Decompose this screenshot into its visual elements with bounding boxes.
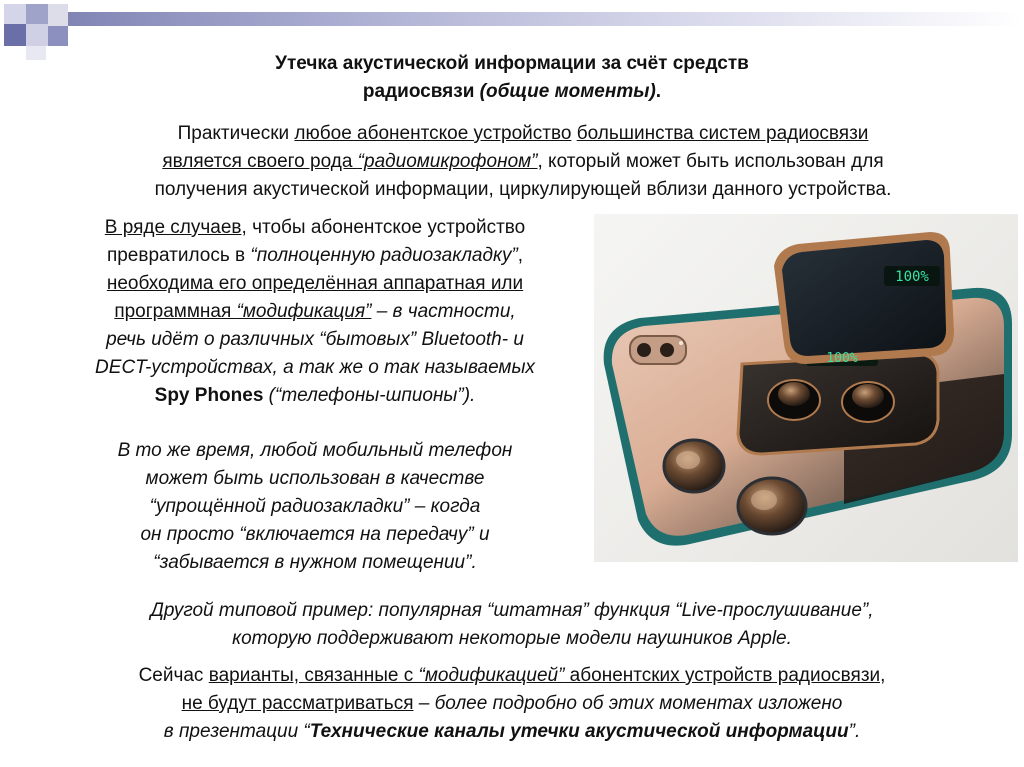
text-line: [20, 662, 1004, 690]
slide-title: [0, 50, 1024, 106]
text-line: [20, 690, 1004, 718]
text-line: [20, 382, 610, 410]
bold-italic-text: Технические каналы утечки акустической информации: [309, 721, 849, 742]
intro-line: [38, 148, 1008, 176]
text-line: В то же время, любой мобильный телефон: [117, 440, 513, 461]
text: превратилось в: [106, 245, 251, 266]
earbuds-phone-photo: [594, 214, 1018, 562]
bold-text: Spy Phones: [154, 385, 264, 406]
intro-line: получения акустической информации, циркулирующей вблизи данного устройства.: [154, 179, 892, 200]
text: , который может быть использован для: [537, 151, 884, 172]
text-line: Другой типовой пример: популярная “штатная” функция “Live-прослушивание”,: [150, 600, 874, 621]
underlined-text: необходима его определённая аппаратная или: [106, 273, 524, 294]
intro-line: [38, 120, 1008, 148]
text-line: [20, 242, 610, 270]
italic-text: “модификацией”: [418, 665, 565, 686]
text: –: [413, 693, 435, 714]
underlined-text: [209, 665, 886, 686]
text-line: [20, 326, 610, 354]
underlined-text: большинства систем радиосвязи: [576, 123, 869, 144]
italic-text: в презентации “: [163, 721, 310, 742]
header-decor-square: [26, 24, 48, 46]
italic-text: ”.: [848, 721, 861, 742]
text-line: [20, 298, 610, 326]
underlined-text: [162, 151, 537, 172]
underlined-text: не будут рассматриваться: [181, 693, 414, 714]
underlined-text: любое абонентское устройство: [294, 123, 572, 144]
text: абонентских устройств радиосвязи,: [564, 665, 886, 686]
text-line: “забывается в нужном помещении”.: [153, 552, 477, 573]
earbuds-case-lid: [774, 232, 954, 364]
text: ,: [517, 245, 524, 266]
header-decor-square: [4, 24, 26, 46]
title-italic-text: (общие моменты): [479, 81, 656, 102]
text-line: он просто “включается на передачу” и: [140, 524, 490, 545]
italic-text: (“телефоны-шпионы”).: [263, 385, 476, 406]
underlined-text: [114, 301, 371, 322]
underlined-text: В ряде случаев: [104, 217, 242, 238]
text-line: [20, 214, 610, 242]
earbud-left: [664, 440, 724, 492]
italic-text: более подробно об этих моментах изложено: [434, 693, 843, 714]
italic-text: речь идёт о различных “бытовых” Bluetooth- и: [106, 329, 524, 350]
text: Сейчас: [138, 665, 209, 686]
text: , чтобы абонентское устройство: [241, 217, 526, 238]
italic-text: “модификация”: [236, 301, 372, 322]
text-line: [20, 354, 610, 382]
text-line: [20, 718, 1004, 746]
text-line: может быть использован в качестве: [145, 468, 485, 489]
bottom-paragraph-2: [20, 662, 1004, 746]
italic-text: “радиомикрофоном”: [357, 151, 538, 172]
text-line: “упрощённой радиозакладки” – когда: [149, 496, 481, 517]
text: программная: [114, 301, 237, 322]
case-battery-display: 100%: [826, 351, 858, 366]
text: Практически: [177, 123, 295, 144]
header-gradient-bar: [28, 12, 1024, 26]
text-line: которую поддерживают некоторые модели наушников Apple.: [232, 628, 792, 649]
left-paragraph-2: [20, 437, 610, 577]
header-decor-square: [4, 4, 26, 24]
lid-battery-display: 100%: [895, 269, 929, 285]
earbud-right: [738, 478, 806, 534]
earbuds-illustration: [594, 214, 1018, 562]
italic-text: “полноценную радиозакладку”: [250, 245, 518, 266]
header-decor-square: [26, 4, 48, 24]
text: является своего рода: [162, 151, 358, 172]
bottom-paragraph-1: [20, 597, 1004, 653]
text-line: [20, 270, 610, 298]
title-text: .: [655, 81, 662, 102]
intro-paragraph: [38, 120, 1008, 204]
title-line-1: Утечка акустической информации за счёт средств: [275, 53, 749, 74]
header-decor-square: [48, 4, 68, 26]
title-text: радиосвязи: [362, 81, 480, 102]
header-decor-square: [48, 26, 68, 46]
italic-text: DECT-устройствах, а так же о так называемых: [95, 357, 535, 378]
text: варианты, связанные с: [208, 665, 419, 686]
left-paragraph-1: [20, 214, 610, 410]
italic-text: – в частности,: [371, 301, 516, 322]
title-line-2: [0, 78, 1024, 106]
